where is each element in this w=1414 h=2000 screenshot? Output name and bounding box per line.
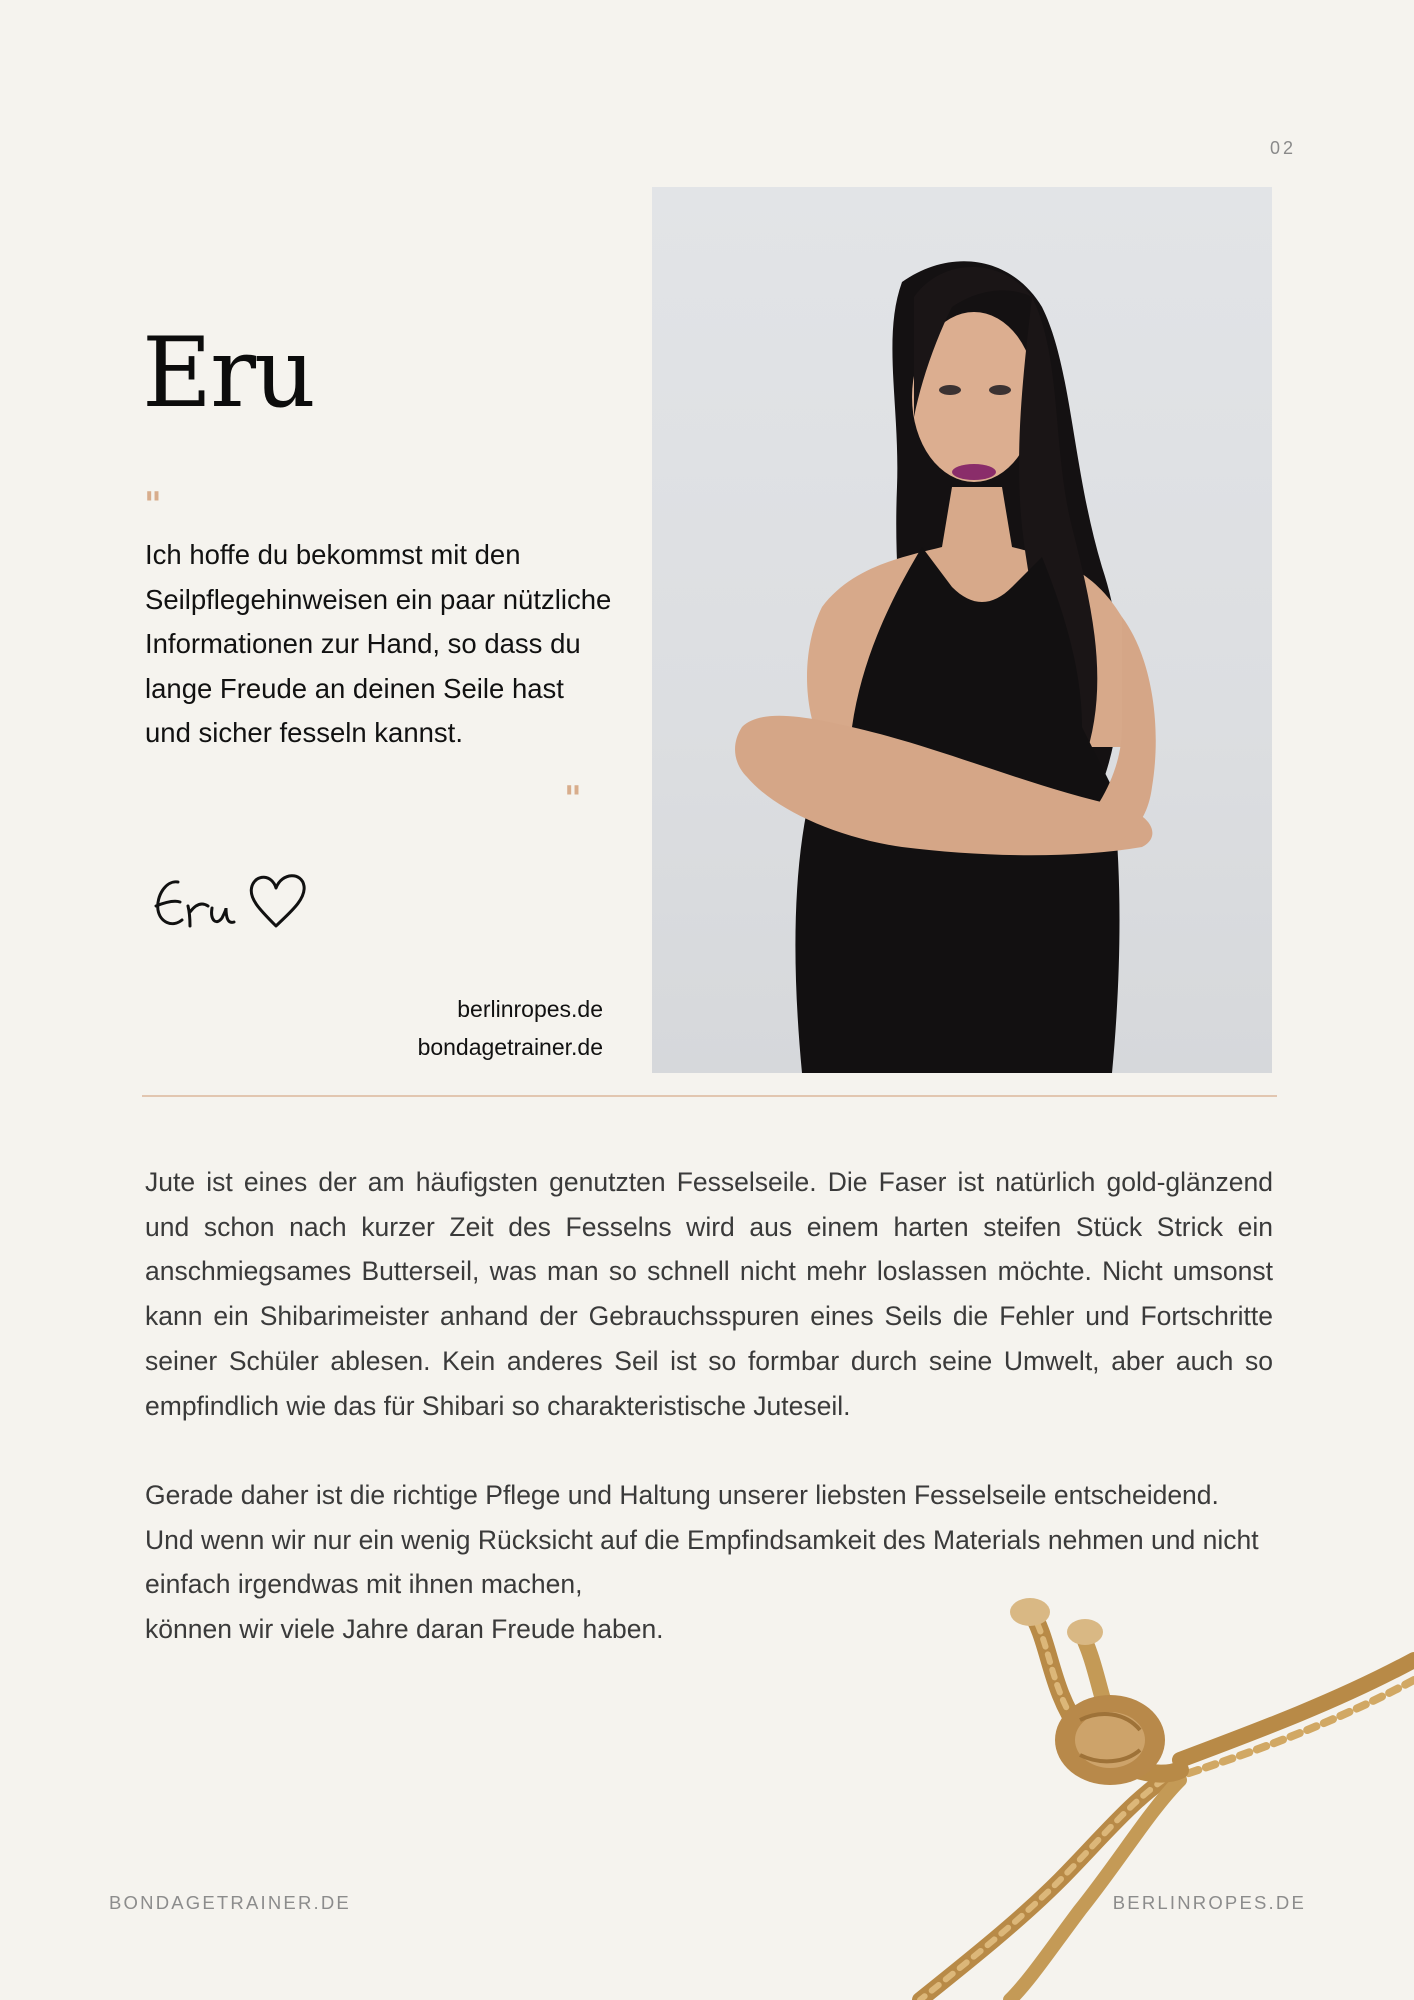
website-links xyxy=(300,990,603,1066)
body-paragraph-2-part-2: können wir viele Jahre daran Freude haben. xyxy=(145,1614,664,1645)
page-number: 02 xyxy=(1269,138,1296,158)
jute-rope-knot-image xyxy=(780,1580,1414,2000)
link-berlinropes[interactable]: berlinropes.de xyxy=(457,996,603,1022)
section-divider xyxy=(142,1095,1277,1097)
portrait-illustration xyxy=(652,187,1272,1073)
close-quote-mark: " xyxy=(564,779,582,819)
signature-eru-heart xyxy=(148,860,328,960)
open-quote-mark: " xyxy=(144,485,162,525)
body-paragraph-1: Jute ist eines der am häufigsten genutzten Fesselseile. Die Faser ist natürlich gold-glänzend und schon nach kurzer Zeit des Fesselns wird aus einem harten steifen Stück Strick ein anschmiegsames Butterseil, was man so schnell nicht mehr loslassen möchte. Nicht umsonst kann ein Shibarimeister anhand der Gebrauchsspuren eines Seils die Fehler und Fortschritte seiner Schüler ablesen. Kein anderes Seil ist so formbar durch seine Umwelt, aber auch so empfindlich wie das für Shibari so charakteristische Juteseil. xyxy=(145,1167,1273,1421)
footer-right-website[interactable]: BERLINROPES.DE xyxy=(1112,1892,1306,1913)
body-paragraph-2-part-1: Gerade daher ist die richtige Pflege und Haltung unserer liebsten Fesselseile entscheidend. Und wenn wir nur ein wenig Rücksicht auf die Empfindsamkeit des Materials nehmen und nicht einfach irgendwas mit ihnen machen, xyxy=(145,1479,1259,1600)
body-text xyxy=(145,1160,1273,1652)
quote-text: Ich hoffe du bekommst mit den Seilpflegehinweisen ein paar nützliche Informationen zur Hand, so dass du lange Freude an deinen Seile hast und sicher fesseln kannst. xyxy=(145,539,612,748)
page-title: Eru xyxy=(142,317,314,429)
link-bondagetrainer[interactable]: bondagetrainer.de xyxy=(417,1034,603,1060)
portrait-photo xyxy=(652,187,1272,1073)
footer-left-website[interactable]: BONDAGETRAINER.DE xyxy=(109,1892,351,1913)
